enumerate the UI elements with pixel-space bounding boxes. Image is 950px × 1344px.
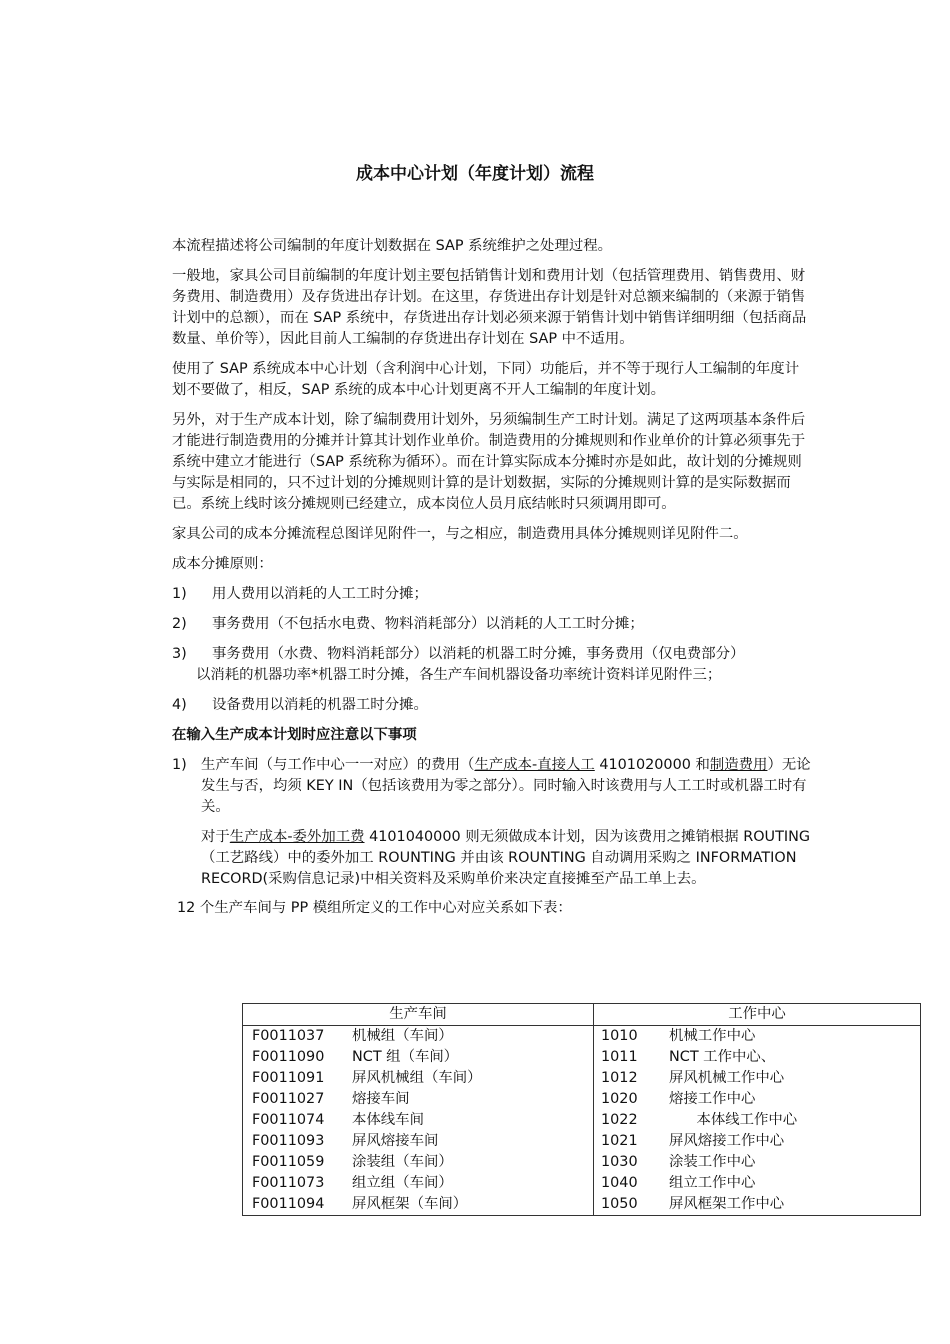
work-center-code: 1011 bbox=[601, 1049, 638, 1065]
table-header-row bbox=[243, 1004, 921, 1026]
note-sub-paragraph bbox=[172, 827, 812, 890]
workcenter-mapping-table bbox=[242, 1003, 921, 1216]
paragraph-allocation-flow: 家具公司的成本分摊流程总图详见附件一，与之相应，制造费用具体分摊规则详见附件二。 bbox=[172, 526, 748, 542]
workshop-cell bbox=[243, 1131, 594, 1152]
note-number: 1) bbox=[172, 757, 187, 773]
workshop-name: 本体线车间 bbox=[352, 1112, 424, 1128]
principle-text: 事务费用（不包括水电费、物料消耗部分）以消耗的人工工时分摊； bbox=[212, 616, 644, 632]
workshop-name: 屏风熔接车间 bbox=[352, 1133, 439, 1149]
table-row bbox=[243, 1194, 921, 1216]
workshop-code: F0011093 bbox=[252, 1133, 325, 1149]
work-center-code: 1030 bbox=[601, 1154, 638, 1170]
work-center-code: 1021 bbox=[601, 1133, 638, 1149]
document-body bbox=[172, 236, 812, 919]
table-row bbox=[243, 1173, 921, 1194]
paragraph-annual-plan: 一般地，家具公司目前编制的年度计划主要包括销售计划和费用计划（包括管理费用、销售费用、财务费用、制造费用）及存货进出存计划。在这里，存货进出存计划是针对总额来编制的（来源于销售计划中的总额），而在 SAP 系统中，存货进出存计划必须来源于销售计划中销售详细明细（包括商品数量、单价等），因此目前人工编制的存货进出存计划在 SAP 中不适用。 bbox=[172, 268, 807, 347]
workshop-code: F0011037 bbox=[252, 1028, 325, 1044]
principle-number: 1) bbox=[172, 586, 187, 602]
workshop-cell bbox=[243, 1068, 594, 1089]
table-row bbox=[243, 1068, 921, 1089]
work-center-cell bbox=[594, 1194, 921, 1216]
work-center-name: 屏风机械工作中心 bbox=[669, 1070, 785, 1086]
work-center-name: 本体线工作中心 bbox=[669, 1112, 798, 1128]
work-center-cell bbox=[594, 1110, 921, 1131]
work-center-name: 机械工作中心 bbox=[669, 1028, 756, 1044]
workshop-cell bbox=[243, 1026, 594, 1048]
table-row bbox=[243, 1026, 921, 1048]
work-center-code: 1010 bbox=[601, 1028, 638, 1044]
work-center-code: 1050 bbox=[601, 1196, 638, 1212]
principle-item bbox=[172, 584, 812, 605]
table-row bbox=[243, 1131, 921, 1152]
paragraph-sap-usage: 使用了 SAP 系统成本中心计划（含利润中心计划，下同）功能后，并不等于现行人工编制的年度计划不要做了，相反，SAP 系统的成本中心计划更离不开人工编制的年度计划。 bbox=[172, 361, 800, 398]
paragraph-production-plan: 另外，对于生产成本计划，除了编制费用计划外，另须编制生产工时计划。满足了这两项基本条件后才能进行制造费用的分摊并计算其计划作业单价。制造费用的分摊规则和作业单价的计算必须事先于系统中建立才能进行（SAP 系统称为循环）。而在计算实际成本分摊时亦是如此，故计划的分摊规则与实际是相同的，只不过计划的分摊规则计算的是计划数据，实际的分摊规则计算的是实际数据而已。系统上线时该分摊规则已经建立，成本岗位人员月底结帐时只须调用即可。 bbox=[172, 412, 806, 512]
workshop-name: 机械组（车间） bbox=[352, 1028, 453, 1044]
work-center-code: 1012 bbox=[601, 1070, 638, 1086]
workshop-cell bbox=[243, 1173, 594, 1194]
note-underlined-direct-labor: 生产成本-直接人工 bbox=[474, 757, 595, 773]
principle-item bbox=[172, 695, 812, 716]
work-center-cell bbox=[594, 1173, 921, 1194]
workshop-cell bbox=[243, 1110, 594, 1131]
principle-number: 3) bbox=[172, 646, 187, 662]
workshop-code: F0011094 bbox=[252, 1196, 325, 1212]
workshop-code: F0011074 bbox=[252, 1112, 325, 1128]
work-center-name: 屏风熔接工作中心 bbox=[669, 1133, 785, 1149]
workshop-name: 熔接车间 bbox=[352, 1091, 410, 1107]
workshop-name: 屏风框架（车间） bbox=[352, 1196, 468, 1212]
table-row bbox=[243, 1047, 921, 1068]
workshop-name: 屏风机械组（车间） bbox=[352, 1070, 482, 1086]
workshop-cell bbox=[243, 1152, 594, 1173]
paragraph-intro: 本流程描述将公司编制的年度计划数据在 SAP 系统维护之处理过程。 bbox=[172, 238, 613, 254]
work-center-code: 1020 bbox=[601, 1091, 638, 1107]
work-center-name: 组立工作中心 bbox=[669, 1175, 756, 1191]
work-center-name: NCT 工作中心、 bbox=[669, 1049, 776, 1065]
work-center-cell bbox=[594, 1068, 921, 1089]
table-row bbox=[243, 1110, 921, 1131]
workshop-code: F0011027 bbox=[252, 1091, 325, 1107]
work-center-cell bbox=[594, 1152, 921, 1173]
principle-item bbox=[172, 644, 812, 686]
work-center-code: 1040 bbox=[601, 1175, 638, 1191]
workshop-name: 组立组（车间） bbox=[352, 1175, 453, 1191]
principle-number: 4) bbox=[172, 697, 187, 713]
paragraph-principles-heading: 成本分摊原则： bbox=[172, 556, 273, 572]
work-center-cell bbox=[594, 1089, 921, 1110]
work-center-name: 涂装工作中心 bbox=[669, 1154, 756, 1170]
note-item bbox=[172, 755, 812, 818]
work-center-cell bbox=[594, 1131, 921, 1152]
table-caption: 12 个生产车间与 PP 模组所定义的工作中心对应关系如下表： bbox=[177, 900, 572, 916]
work-center-name: 屏风框架工作中心 bbox=[669, 1196, 785, 1212]
header-workshop: 生产车间 bbox=[243, 1004, 594, 1026]
note-underlined-outsourcing-cost: 生产成本-委外加工费 bbox=[229, 829, 365, 845]
table-row bbox=[243, 1152, 921, 1173]
work-center-code: 1022 bbox=[601, 1112, 638, 1128]
note-text-a: 生产车间（与工作中心一一对应）的费用（ bbox=[201, 757, 475, 773]
principle-text: 设备费用以消耗的机器工时分摊。 bbox=[212, 697, 428, 713]
document-title: 成本中心计划（年度计划）流程 bbox=[356, 164, 594, 184]
workshop-code: F0011059 bbox=[252, 1154, 325, 1170]
principle-number: 2) bbox=[172, 616, 187, 632]
workshop-code: F0011073 bbox=[252, 1175, 325, 1191]
workshop-cell bbox=[243, 1089, 594, 1110]
note-text-b: 4101020000 和 bbox=[594, 757, 710, 773]
table-row bbox=[243, 1089, 921, 1110]
work-center-name: 熔接工作中心 bbox=[669, 1091, 756, 1107]
note-text-c: ）无论发生与否，均须 KEY IN（包括该费用为零之部分）。同时输入时该费用与人工工时或机器工时有关。 bbox=[201, 757, 811, 815]
note-sub-text-b: 4101040000 则无须做成本计划，因为该费用之摊销根据 ROUTING（工艺路线）中的委外加工 ROUNTING 并由该 ROUNTING 自动调用采购之 INFORMATION RECORD(采购信息记录)中相关资料及采购单价来决定直接摊至产品工单上去。 bbox=[201, 829, 811, 887]
workshop-name: NCT 组（车间） bbox=[352, 1049, 459, 1065]
header-work-center: 工作中心 bbox=[594, 1004, 921, 1026]
workshop-cell bbox=[243, 1194, 594, 1216]
principle-text-continued: 以消耗的机器功率*机器工时分摊，各生产车间机器设备功率统计资料详见附件三； bbox=[196, 667, 722, 683]
work-center-cell bbox=[594, 1047, 921, 1068]
workshop-name: 涂装组（车间） bbox=[352, 1154, 453, 1170]
principle-text: 事务费用（水费、物料消耗部分）以消耗的机器工时分摊，事务费用（仅电费部分） bbox=[212, 646, 745, 662]
note-underlined-manufacturing-cost: 制造费用 bbox=[709, 757, 768, 773]
work-center-cell bbox=[594, 1026, 921, 1048]
workshop-code: F0011090 bbox=[252, 1049, 325, 1065]
note-sub-text-a: 对于 bbox=[201, 829, 230, 845]
workshop-cell bbox=[243, 1047, 594, 1068]
workshop-code: F0011091 bbox=[252, 1070, 325, 1086]
principle-item bbox=[172, 614, 812, 635]
notes-heading: 在输入生产成本计划时应注意以下事项 bbox=[172, 727, 417, 743]
principle-text: 用人费用以消耗的人工工时分摊； bbox=[212, 586, 428, 602]
